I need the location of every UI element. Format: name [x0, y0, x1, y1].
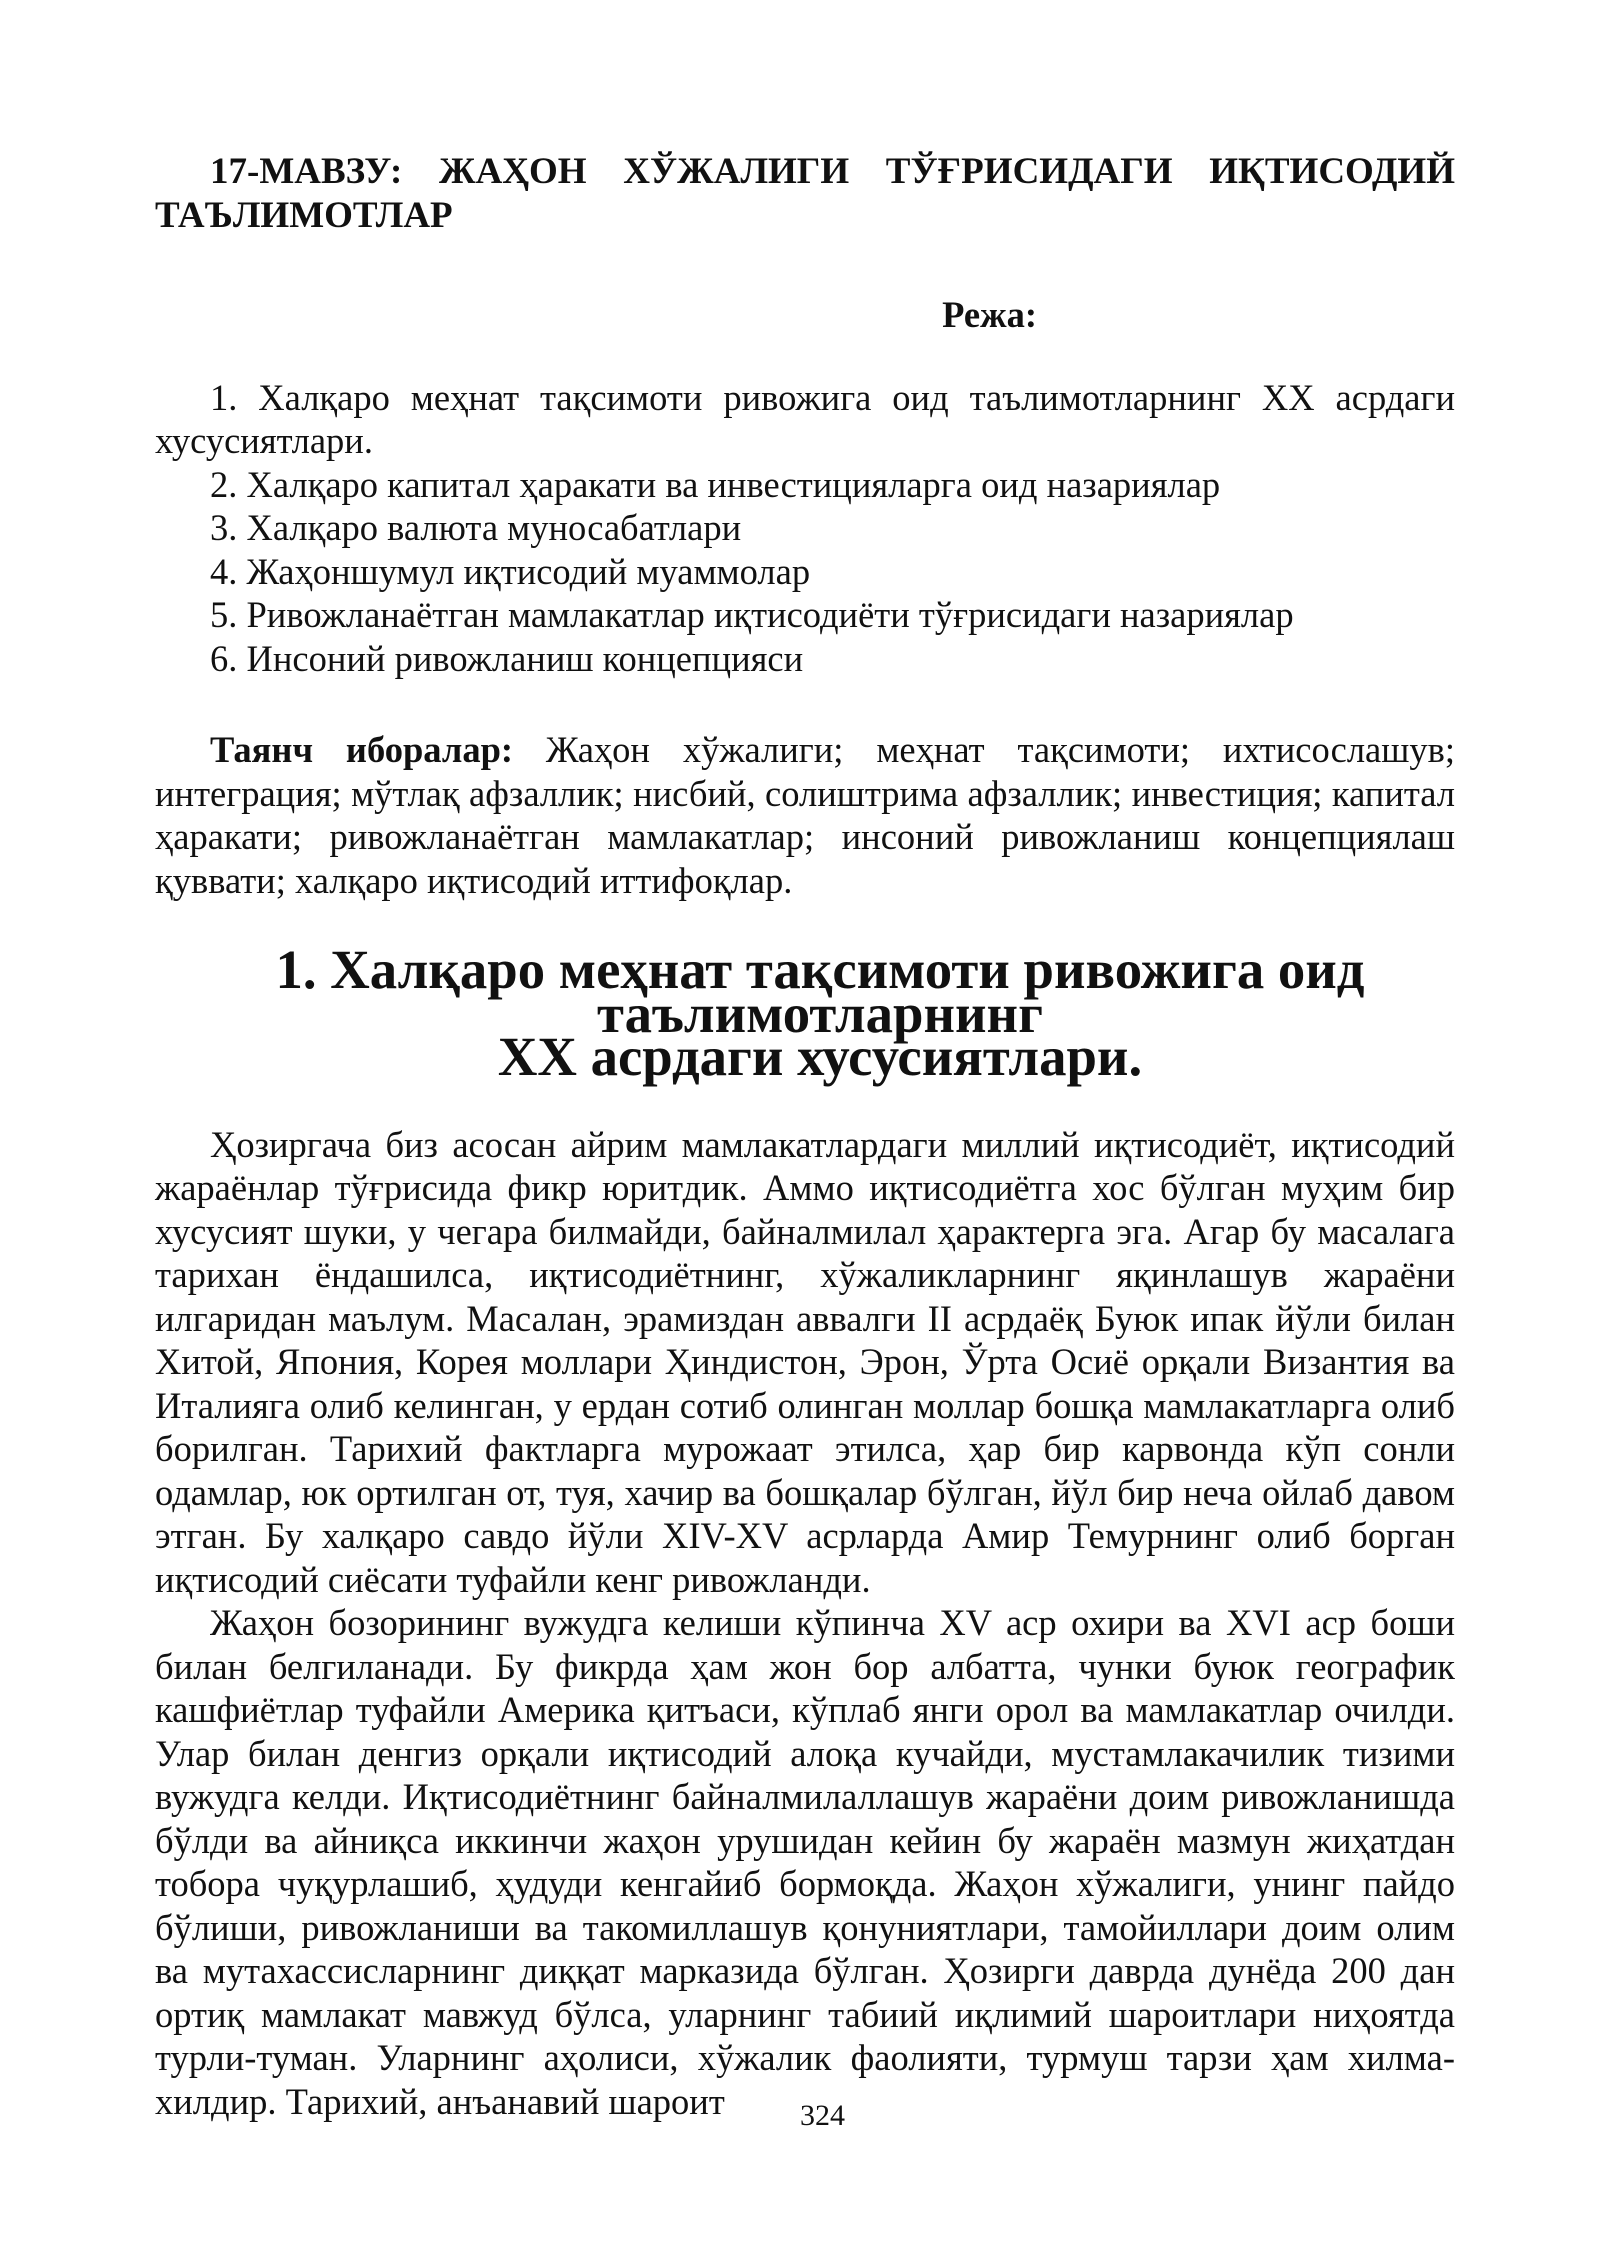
plan-item: 2. Халқаро капитал ҳаракати ва инвестицияларга оид назариялар	[210, 463, 1221, 505]
plan-item: 1. Халқаро меҳнат тақсимоти ривожига оид таълимотларнинг ХХ асрдаги хусусиятлари.	[155, 376, 1455, 461]
plan-item: 3. Халқаро валюта муносабатлари	[210, 507, 742, 548]
chapter-title: 17-МАВЗУ: ЖАҲОН ХЎЖАЛИГИ ТЎҒРИСИДАГИ ИҚТИСОДИЙ ТАЪЛИМОТЛАР	[155, 151, 1455, 236]
keywords-text: Жаҳон хўжалиги; меҳнат тақсимоти; ихтисослашув; интеграция; мўтлақ афзаллик; нисбий, солиштрима афзаллик; инвестиция; капитал ҳаракати; ривожланаётган мамлакатлар; инсоний ривожланиш концепциялаш қуввати; халқаро иқтисодий иттифоқлар.	[155, 729, 1455, 901]
keywords-label: Таянч иборалар:	[210, 729, 514, 770]
plan-list	[155, 376, 1455, 681]
body-paragraph: Ҳозиргача биз асосан айрим мамлакатлардаги миллий иқтисодиёт, иқтисодий жараёнлар тўғрисида фикр юритдик. Аммо иқтисодиётга хос бўлган муҳим бир хусусият шуки, у чегара билмайди, байналмилал ҳарактерга эга. Агар бу масалага тарихан ёндашилса, иқтисодиётнинг, хўжаликларнинг яқинлашув жараёни илгаридан маълум. Масалан, эрамиздан аввалги II асрдаёқ Буюк ипак йўли билан Хитой, Япония, Корея моллари Ҳиндистон, Эрон, Ўрта Осиё орқали Византия ва Италияга олиб келинган, у ердан сотиб олинган моллар бошқа мамлакатларга олиб борилган. Тарихий фактларга мурожаат этилса, ҳар бир карвонда кўп сонли одамлар, юк ортилган от, туя, хачир ва бошқалар бўлган, йўл бир неча ойлаб давом этган. Бу халқаро савдо йўли XIV-XV асрларда Амир Темурнинг олиб борган иқтисодий сиёсати туфайли кенг ривожланди.	[155, 1123, 1455, 1600]
section-heading	[155, 939, 1455, 1087]
plan-item: 5. Ривожланаётган мамлакатлар иқтисодиёти тўғрисидаги назариялар	[210, 594, 1294, 635]
plan-item: 4. Жаҳоншумул иқтисодий муаммолар	[210, 550, 811, 592]
document-page	[155, 150, 1455, 2123]
plan-heading: Режа:	[942, 294, 1037, 335]
keywords-paragraph	[155, 728, 1455, 902]
section-heading-line: ХХ асрдаги хусусиятлари.	[497, 1026, 1143, 1087]
plan-item: 6. Инсоний ривожланиш концепцияси	[210, 637, 804, 679]
section-heading-line: 1. Халқаро меҳнат тақсимоти ривожига оид таълимотларнинг	[275, 939, 1365, 1044]
body-paragraph: Жаҳон бозорининг вужудга келиши кўпинча XV аср охири ва XVI аср боши билан белгиланади. Бу фикрда ҳам жон бор албатта, чунки буюк географик кашфиётлар туфайли Америка қитъаси, кўплаб янги орол ва мамлакатлар очилди. Улар билан денгиз орқали иқтисодий алоқа кучайди, мустамлакачилик тизими вужудга келди. Иқтисодиётнинг байналмилаллашув жараёни доим ривожланишда бўлди ва айниқса иккинчи жаҳон урушидан кейин бу жараён мазмун жиҳатдан тобора чуқурлашиб, ҳудуди кенгайиб бормоқда. Жаҳон хўжалиги, унинг пайдо бўлиши, ривожланиши ва такомиллашув қонуниятлари, тамойиллари доим олим ва мутахассисларнинг диққат марказида бўлган. Ҳозирги даврда дунёда 200 дан ортиқ мамлакат мавжуд бўлса, уларнинг табиий иқлимий шароитлари ниҳоятда турли-туман. Уларнинг аҳолиси, хўжалик фаолияти, турмуш тарзи ҳам хилма-хилдир. Тарихий, анъанавий шароит	[155, 1602, 1455, 2122]
page-number: 324	[800, 2099, 845, 2132]
